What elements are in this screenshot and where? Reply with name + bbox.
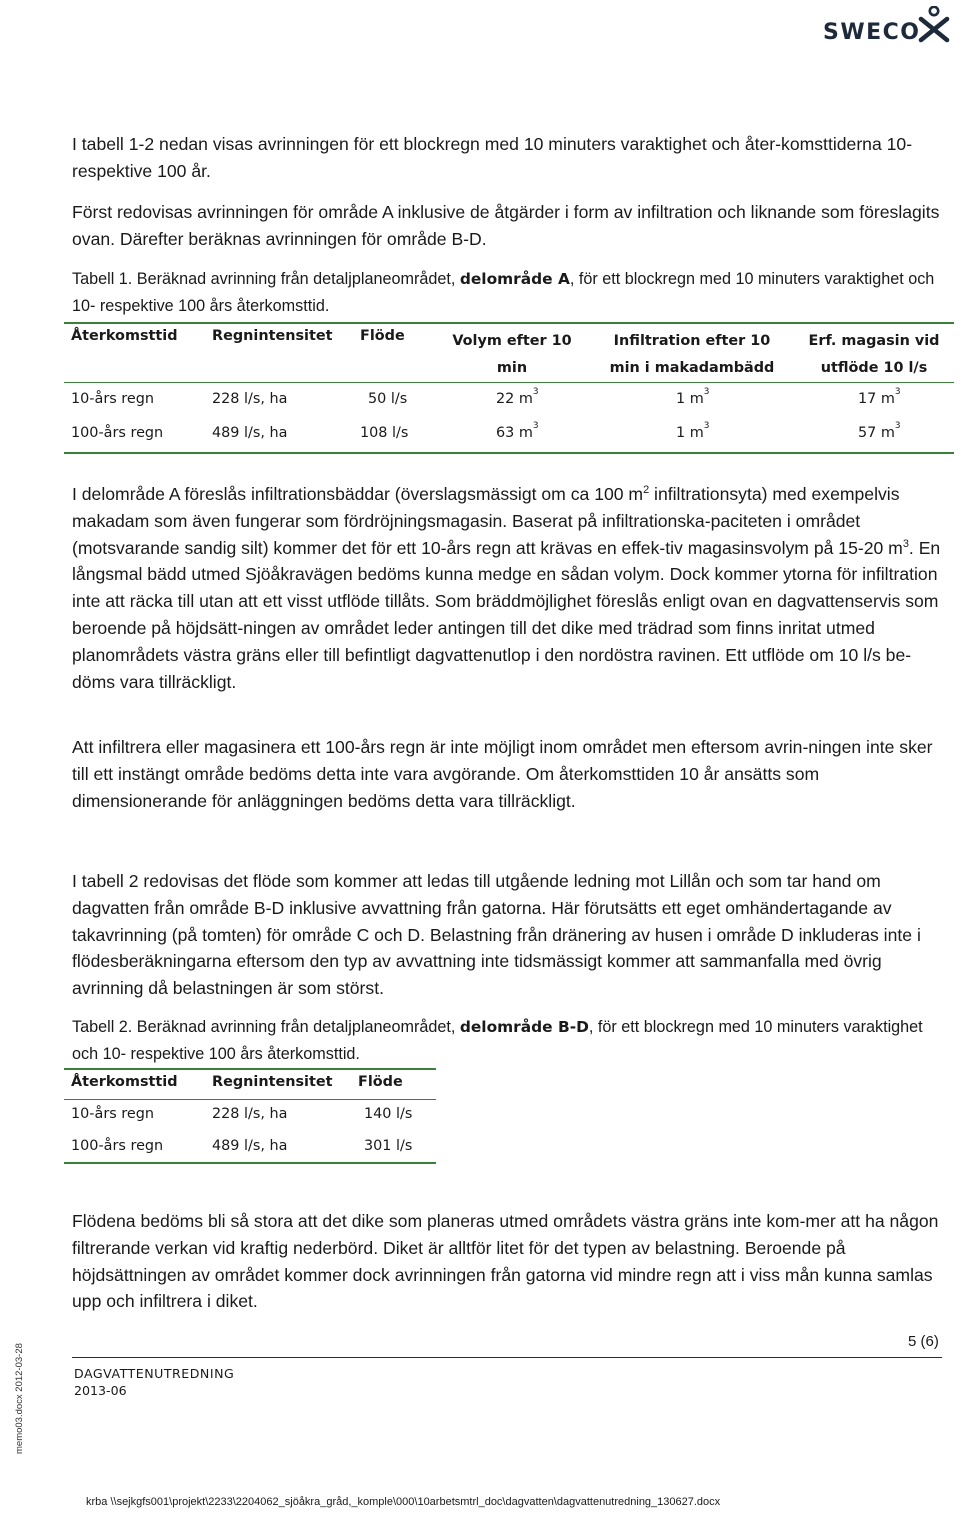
t1-r2-c2: 489 l/s, ha (212, 425, 288, 441)
t2-r2-c3: 301 l/s (364, 1137, 413, 1154)
table-2 (64, 1068, 436, 1164)
t1-r1-c2: 228 l/s, ha (212, 390, 288, 407)
t2-r1-c1: 10-års regn (71, 1106, 155, 1123)
t2-header-regnintensitet: Regnintensitet (212, 1074, 333, 1090)
table2-caption-text: Tabell 2. Beräknad avrinning från detaljplaneområdet, (72, 1018, 460, 1036)
t1-r1-c6: 17 $m^3$ (858, 386, 901, 407)
footer-date: 2013-06 (74, 1383, 127, 1398)
t1-r2-c5: 1 $m^3$ (676, 421, 710, 441)
table2-caption-text-end: , för ett blockregn med 10 minuters varaktighet och 10- respektive 100 års återkomsttid. (72, 1018, 923, 1063)
t1-r2-c6: 57 $m^3$ (858, 421, 901, 441)
infiltration-paragraph: Att infiltrera eller magasinera ett 100-års regn är inte möjligt inom området men eftersom avrin-ningen inte sker till ett instängt område bedöms detta inte vara avgörande. Om återkomsttiden 10 år ansätts som dimensionerande för anläggningen bedöms detta vara tillräckligt. (72, 737, 933, 811)
t2-r2-c2: 489 l/s, ha (212, 1137, 288, 1154)
sweco-logo (818, 6, 948, 46)
t1-header-aterkomsttid: Återkomsttid (71, 328, 178, 344)
t1-r2-c4: 63 $m^3$ (496, 421, 539, 441)
footer-title: DAGVATTENUTREDNING (74, 1366, 235, 1381)
page-number: 5 (6) (908, 1333, 939, 1350)
footer-divider (72, 1357, 942, 1358)
table-row (64, 383, 954, 415)
t1-r1-c1: 10-års regn (71, 390, 155, 407)
t2-header-aterkomsttid: Återkomsttid (71, 1074, 178, 1090)
t2-r2-c1: 100-års regn (71, 1137, 164, 1154)
table-1 (64, 322, 954, 454)
t1-r2-c1: 100-års regn (71, 425, 164, 441)
logo-text: SWECO (823, 20, 921, 45)
tabell2-paragraph: I tabell 2 redovisas det flöde som kommer att ledas till utgående ledning mot Lillån och som tar hand om dagvatten från område B-D inklusive avvattning från gatorna. Här förutsätts ett eget omhändertagande av takavrinning (på tomten) för område C och D. Belastning från dränering av husen i område D inkluderas inte i flödesberäkningarna eftersom den typ av avvattning inte tidsmässigt kommer att sammanfalla med övrig avrinning då belastningen är som störst. (72, 871, 921, 999)
table1-caption (72, 266, 942, 320)
delomrade-a-paragraph: I delområde A föreslås infiltrationsbäddar (överslagsmässigt om ca 100 $m^2$ infiltrationsyta) med exempelvis makadam som även fungerar som fördröjningsmagasin. Baserat på infiltrationska-paciteten i området (motsvarande sandig silt) kommer det för ett 10-års regn att krävas en effek-tiv magasinsvolym på 15-20 $m^3$. En långsmal bädd utmed Sjöåkravägen bedöms kunna medge en sådan volym. Dock kommer ytorna för infiltration inte att räcka till utan att ett visst utflöde tillåts. Som bräddmöjlighet föreslås enligt ovan en dagvattenservis som beroende på höjdsätt-ningen av området leder antingen till det dike med trädrad som finns inritat utmed planområdets västra gräns eller till befintligt dagvattenutlop i den nordöstra ravinen. Ett utflöde om 10 l/s be-döms vara tillräckligt. (72, 484, 941, 692)
t1-header-regnintensitet: Regnintensitet (212, 328, 333, 344)
table-row (64, 1099, 436, 1129)
t1-r2-c3: 108 l/s (360, 425, 409, 441)
sweco-figure-icon (918, 6, 950, 44)
t1-r1-c3: 50 l/s (368, 390, 408, 407)
table-row (64, 1129, 436, 1163)
table1-caption-text: Tabell 1. Beräknad avrinning från detaljplaneområdet, (72, 270, 460, 288)
flode-paragraph: Flödena bedöms bli så stora att det dike som planeras utmed områdets västra gräns inte kom-mer att ha någon filtrerande verkan vid kraftig nederbörd. Diket är alltför litet för det typen av belastning. Beroende på höjdsättningen av området kommer dock avrinningen från gatorna vid mindre regn att i viss mån kunna samlas upp och infiltrera i diket. (72, 1211, 939, 1312)
t1-r1-c4: 22 $m^3$ (496, 386, 539, 407)
table1-caption-bold: delområde A (459, 270, 570, 288)
table2-caption-bold: delområde B-D (459, 1018, 589, 1036)
t2-r1-c3: 140 l/s (364, 1106, 413, 1123)
file-path: krba \\sejkgfs001\projekt\2233\2204062_sjöåkra_gråd,_komple\000\10arbetsmtrl_doc\dagvatten\dagvattenutredning_130627.docx (86, 1496, 721, 1508)
t2-header-flode: Flöde (358, 1074, 403, 1090)
table1-caption-text-end: , för ett blockregn med 10 minuters varaktighet och 10- respektive 100 års återkomsttid. (72, 270, 935, 315)
side-note: memo03.docx 2012-03-28 (14, 1343, 25, 1454)
t1-header-volym: Volym efter 10 min (452, 333, 572, 376)
table1-header-row (64, 323, 954, 383)
t1-header-flode: Flöde (360, 328, 405, 344)
t1-header-magasin: Erf. magasin vid utflöde 10 l/s (808, 333, 940, 376)
t2-r1-c2: 228 l/s, ha (212, 1106, 288, 1123)
table2-caption (72, 1014, 942, 1068)
t1-header-infiltration: Infiltration efter 10 min i makadambädd (609, 333, 775, 376)
table-row (64, 415, 954, 453)
t1-r1-c5: 1 $m^3$ (676, 386, 710, 407)
intro-paragraph: I tabell 1-2 nedan visas avrinningen för ett blockregn med 10 minuters varaktighet och åter-komsttiderna 10- respektive 100 år. (72, 134, 913, 181)
table2-header-row (64, 1069, 436, 1099)
area-paragraph: Först redovisas avrinningen för område A inklusive de åtgärder i form av infiltration och liknande som föreslagits ovan. Därefter beräknas avrinningen för område B-D. (72, 202, 940, 249)
